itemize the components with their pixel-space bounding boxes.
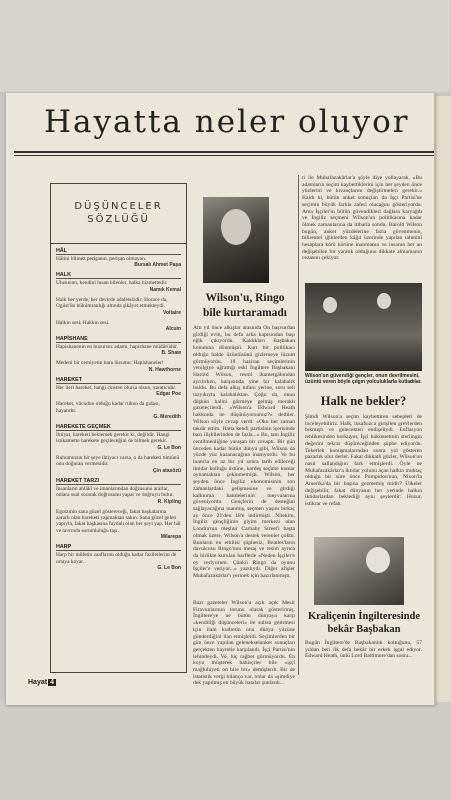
entry-author: Edgar Poe	[156, 391, 181, 398]
story1-title-line2: bile kurtaramadı	[202, 307, 287, 319]
entry-heading: HALK	[56, 272, 181, 279]
entry-author: Namık Kemal	[149, 286, 181, 293]
table-background-top	[0, 0, 450, 92]
story1-body: Altı yıl önce alkışlar arasında On başvurdan girdiği evin, bu defa arka kapısından başı eğik çıkıyordu. Kaldıkları Başbakan konutuna dönmüştü. Kurt bir politikacı olduğu halde üzüntüsünü gizlemeye lüzum görmüyordu. 18 haziran seçimlerinin yenilgiye uğrattığı eski İngiltere Başbakanı Harold Wilson, resmî ikametgâhından ayrılırken, karşısında yine bir kalabalık buldu. Bu defa alkış tufanı yerine, soru seli tazyıkıyla kalabalıktan. Çoğu da, onun düşkün halini görmeye gelmiş meraklı gazetecilerdi. «Wilson'a Edward Heath hakkında ne düşünüyorsunuz?» dediler. Wilson söyle cevap verdi: «Oku her zaman takdir ettim. Hatta kendi partisinin içerisinde bazı ilişkilerinden de fazla...» Bu, tam İngiliz centilmenliğine yaraşan bir cevaptı. Bir gün önceden kadar bütün dünya gibi, Wilson da yüzde yüz kazanacağına inanıyordu. Ve bu inancla en az bir yıl sonra tarih edileceği iktidar kolluğu üstüne, kardeş seçime kumar oynamaktan çekinmemişti. Wilson, her şeyden önce İngiliz ekonomisinin son zamanlardaki gelişmesine ve girdiği kalkınma hamlelerinin meyvalarına güveniyordu. Gençlerin de desteğini sağlayacağına inanmış, seçmen yaşını birkaç ay önce 21'den 18'e indirmişti. Nitekim, İngiliz gençliğinin giyim merkezi olan Londra'nın meşhur Carnaby Street'i başta olmak üzere, Wilson'a destek verenler çoktu. Bunların en etkilisi şüphesiz, Beatles'ların davulcusu Ringo'nun mesaj ve resim ayrıca da birlikte kurulan harflerle «Neden İşçiler'e oy veriyorum. Çünkü Ringo da oyunu İşçiler'e veriyor...» yazılıydı. Diğer afişler Muhafazakârlar'ı yermek için hazırlanmıştı.	[193, 325, 295, 580]
dictionary-entry	[56, 336, 181, 356]
entry-author: Milarepa	[160, 534, 181, 541]
dictionary-entry	[56, 455, 181, 474]
wilson-face	[221, 209, 251, 245]
entry-quote: Medeni bir cemiyetin bara lüzumu: Hapishaneler!	[56, 360, 164, 367]
dictionary-entry	[56, 248, 181, 268]
entry-author: R. Kipling	[157, 498, 181, 505]
entry-quote: İhtiyat, hareketi beklemek gerekir ki, değildir. Hangi istikamette harekete geçileceğini de bilmek gerekir.	[56, 432, 170, 445]
dictionary-entry	[56, 377, 181, 397]
dictionary-entry	[56, 424, 181, 451]
youth-photo-caption: Wilson'un güvendiği gençler, onun devrilmesini, üzüntü veren böyle çılgın yolculuklarla kutladılar.	[305, 373, 422, 385]
footer-brand: Hayat	[28, 679, 48, 686]
sidebar-entries	[51, 248, 186, 571]
sidebar-title-line1: DÜŞÜNCELER	[74, 201, 163, 212]
story1-body-continued: Bazı gazeteler Wilson'u açık açık Mesir Firavunlarının torunu olarak gösterirmiş. İngiltere'ye ne bütün dünyaya karşı «kendiliği düşünceleri» ile sultan getirmesi için ilahi kudretin onu dünya yüzüne gönderdiğini ilan etmişlerdi. Seçimlerden bir gün önce yapılan gelenekselanket sonuçları gerçekten hayretle karşılandı. İşçi Partisi'nin lehindeydi. Ve, hiç rağbet görmüyordu. En koyu müşterek bahisçiler bile «işçi mağlubiyeti on bire bir» demişlerdi. Bir de istatistik vergi bilanço var, onlar da «şimdiye dek yapılmış en büyük hatalar şunlardı...	[193, 600, 295, 687]
dictionary-entry	[56, 272, 181, 292]
story2-title: Halk ne bekler?	[320, 394, 407, 408]
entry-author: Çin atasözü	[152, 467, 181, 474]
dictionary-entry	[56, 544, 181, 571]
column3-text: ri ile Muhafazakârlar'a şöyle diye yollayarak, «Bu adamların seçim kaybettiklerini için her şeyden önce yüzlerini ve kıvançlarını değiştirmeleri gerekir.» Kaldı ki, bütün anket sonuçları da İşçi Partisi'ne seçimin büyük farkla zaferi olacağını gösteriyordu. Ama İşçiler'in bütün güvendikleri dağlara karyağdı ve İngiliz seçmeni Wilson'un politikasına kadar ölmek zamanlarına da itibarla sondu. Harold Wilson bugün, anket yüzdelerine fazla güvenmenin, biliremel ığiklerden kâğıt üzerinde yapılan tahminî hesaplara körü körüne inanmanın ve insanın her an değişebilen bir yaratık olduğunu dikkate almamanın cezasını çekiyor.	[302, 175, 422, 262]
page-footer	[28, 679, 56, 686]
entry-quote: Her ileri hareket, hangi cinsten olursa olsun, yaratıcıdır.	[56, 384, 177, 391]
entry-heading: HAPİSHANE	[56, 336, 181, 343]
dictionary-entry	[56, 297, 181, 316]
sidebar-title-line2: SÖZLÜĞÜ	[87, 214, 150, 225]
page-headline: Hayatta neler oluyor	[44, 104, 410, 140]
dancer-two	[377, 293, 391, 309]
story3-title	[303, 610, 425, 636]
dictionary-entry	[56, 401, 181, 420]
table-background-bottom	[0, 700, 450, 800]
entry-author: G. Le Bon	[157, 444, 181, 451]
page-number: 4	[50, 679, 54, 686]
entry-heading: HAREKET TARZI	[56, 478, 181, 485]
dictionary-entry	[56, 320, 181, 332]
entry-quote: Hapishanenin en huzursuz adamı, hapishane müdürüdür.	[56, 344, 179, 351]
dictionary-entry	[56, 360, 181, 372]
entry-heading: HAREKETE GEÇMEK	[56, 424, 181, 431]
entry-author: N. Hawthorne	[148, 366, 181, 373]
entry-quote: Harp bir milletin zaaflarını olduğu kadar faziletlerini de ortaya koyar.	[56, 552, 177, 565]
youth-dancing-photo	[305, 283, 422, 371]
entry-quote: Halk her yerde, her devirde adaletsizdir: Horace da, Ogüst'ün hükümranlığı altında şikâyet etmekteydi.	[56, 296, 168, 310]
dictionary-entry	[56, 478, 181, 505]
dancer-one	[323, 297, 337, 313]
heath-face	[366, 547, 390, 573]
entry-quote: Hâlini bilmez perişanın, perişan olmayan.	[56, 256, 147, 262]
entry-quote: Ruhumuzun bir şeye ihtiyacı varsa, o da hareketi tümünü onu doğuran vermesidir.	[56, 454, 180, 468]
entry-heading: HAREKET	[56, 377, 181, 384]
entry-quote: Hareket, vücudun olduğu kadar ruhun da gıdası, hayatıdır.	[56, 401, 160, 414]
thoughts-dictionary-box	[50, 183, 187, 673]
entry-quote: Egoizmin sana güzel göstereceği, fakat başkalarına zararlı olan hareketi yapmaktan sakın. Sana güzel gelen yapıyla, fakat başkasına faydalı olan her şeyi yap. Her hâl ve tavrında sorumluluğu taşı.	[56, 508, 181, 534]
story3-body: Bugün İngiltere'de Başbakanlık koltuğunu, 57 yıldan beri ilk defa bekâr bir erkek işgal ediyor. Edward Heath, ünlü Lord Baltimore'dan sonra...	[305, 640, 422, 660]
entry-heading: HARP	[56, 544, 181, 551]
entry-author: G. Le Bon	[157, 564, 181, 571]
entry-author: Voltaire	[163, 309, 181, 316]
wilson-photo	[203, 197, 269, 283]
headline-rule-bottom	[14, 155, 434, 156]
story1-title	[190, 291, 300, 321]
story2-body: Şimdi Wilson'a seçim kaybettiren sebepleri de inceleyebiliriz. Halk, insafsızca girişilen grevlerden bıkmıştı ve gelecekten endişeliydi. Enflasyon tehlikesinden korkuyor, İşçi hükümetinin sterlingin değerini tekrar düşüreceğinden şüphe ediyordu. Tekerlek konuşmalarından sonra yol gösteren pazarlık olur derler. Fakat dikkatli gözler, Wilson'un nasıl sallandığını fark etmişlerdi. Öyle ne Muhafazakârlar'a iktidar yolunu açan halkın muhtaç olduğu bir süre önce Pompidou'nun, Nixon'la Amerika'da bir başına gezmemiş midir? Ülkeler değişebilir, fakat dünyanın her yerinde halkın iktidarlardan beklediği aynı şeylerdir: Huzur, istikrar ve refah.	[305, 414, 422, 508]
entry-author: Bursalı Ahmet Paşa	[134, 262, 181, 269]
entry-author: G. Meredith	[153, 414, 181, 421]
entry-author: Alcuin	[165, 326, 181, 333]
entry-heading: HÂL	[56, 248, 181, 255]
story3-title-line1: Kraliçenin İngilteresinde	[307, 611, 421, 622]
story3-title-line2: bekâr Başbakan	[327, 624, 401, 635]
headline-rule-top	[14, 151, 434, 153]
entry-quote: Ulusunun, kendini insan bilenler, halka hizmettedir.	[56, 280, 168, 287]
entry-author: B. Shaw	[161, 350, 181, 357]
entry-quote: Halkın sesi, Hakkın sesi.	[56, 319, 110, 326]
story1-title-line1: Wilson'u, Ringo	[205, 292, 285, 304]
thoughts-dictionary-header	[51, 184, 186, 244]
heath-photo	[314, 537, 404, 605]
dictionary-entry	[56, 509, 181, 541]
column-divider	[298, 175, 299, 675]
entry-quote: İnsanların ahlâkî ve imanlarından doğrusunu ararlar, onlara sual sorarak doğrusunu yapar ve doğruyu bulur.	[56, 485, 174, 499]
